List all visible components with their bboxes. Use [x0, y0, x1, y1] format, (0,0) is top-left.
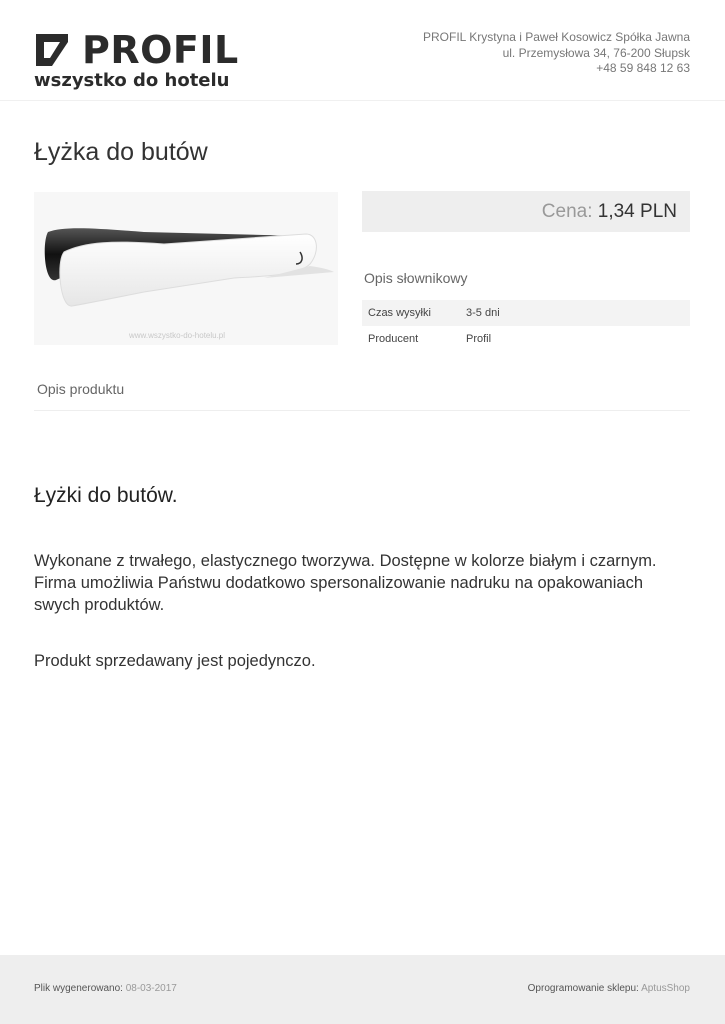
software-link[interactable]: AptusShop [641, 983, 690, 994]
generated-date: 08-03-2017 [125, 983, 177, 994]
company-phone: +48 59 848 12 63 [596, 61, 690, 75]
price-value: 1,34 PLN [597, 201, 677, 222]
generated-info [34, 983, 177, 994]
dictionary-table [362, 300, 690, 352]
software-info [528, 983, 690, 994]
company-name: PROFIL Krystyna i Paweł Kosowicz Spółka Jawna [423, 30, 690, 44]
row-key: Producent [368, 333, 419, 345]
logo-text: PROFIL [82, 28, 239, 72]
logo-tagline: wszystko do hotelu [34, 70, 230, 91]
row-value: 3-5 dni [460, 300, 690, 326]
price-label: Cena: [541, 201, 593, 222]
dictionary-title: Opis słownikowy [364, 270, 468, 286]
tab-product-description[interactable]: Opis produktu [37, 381, 125, 397]
table-row [362, 326, 690, 352]
generated-label: Plik wygenerowano: [34, 983, 123, 994]
description-heading: Łyżki do butów. [34, 484, 178, 507]
shoehorn-image [34, 192, 338, 345]
product-image [34, 192, 338, 345]
row-key: Czas wysyłki [362, 300, 460, 326]
price [542, 201, 677, 223]
description-paragraph: Produkt sprzedawany jest pojedynczo. [34, 652, 316, 670]
company-info [423, 30, 690, 77]
profil-logo[interactable] [34, 28, 239, 94]
description-paragraph: Wykonane z trwałego, elastycznego tworzywa. Dostępne w kolorze białym i czarnym. Firma umożliwia Państwu dodatkowo spersonalizowanie nadruku na opakowaniach swych produktów. [34, 552, 657, 614]
divider [34, 410, 690, 411]
software-label: Oprogramowanie sklepu: [527, 983, 639, 994]
product-title: Łyżka do butów [34, 138, 208, 166]
logo-mark-icon [34, 32, 70, 68]
page-footer [0, 955, 725, 1024]
table-row [362, 300, 690, 326]
price-box [362, 191, 690, 232]
row-value: Profil [466, 333, 492, 345]
image-watermark: www.wszystko-do-hotelu.pl [129, 331, 226, 340]
page-header [0, 0, 725, 101]
company-address: ul. Przemysłowa 34, 76-200 Słupsk [502, 45, 690, 60]
